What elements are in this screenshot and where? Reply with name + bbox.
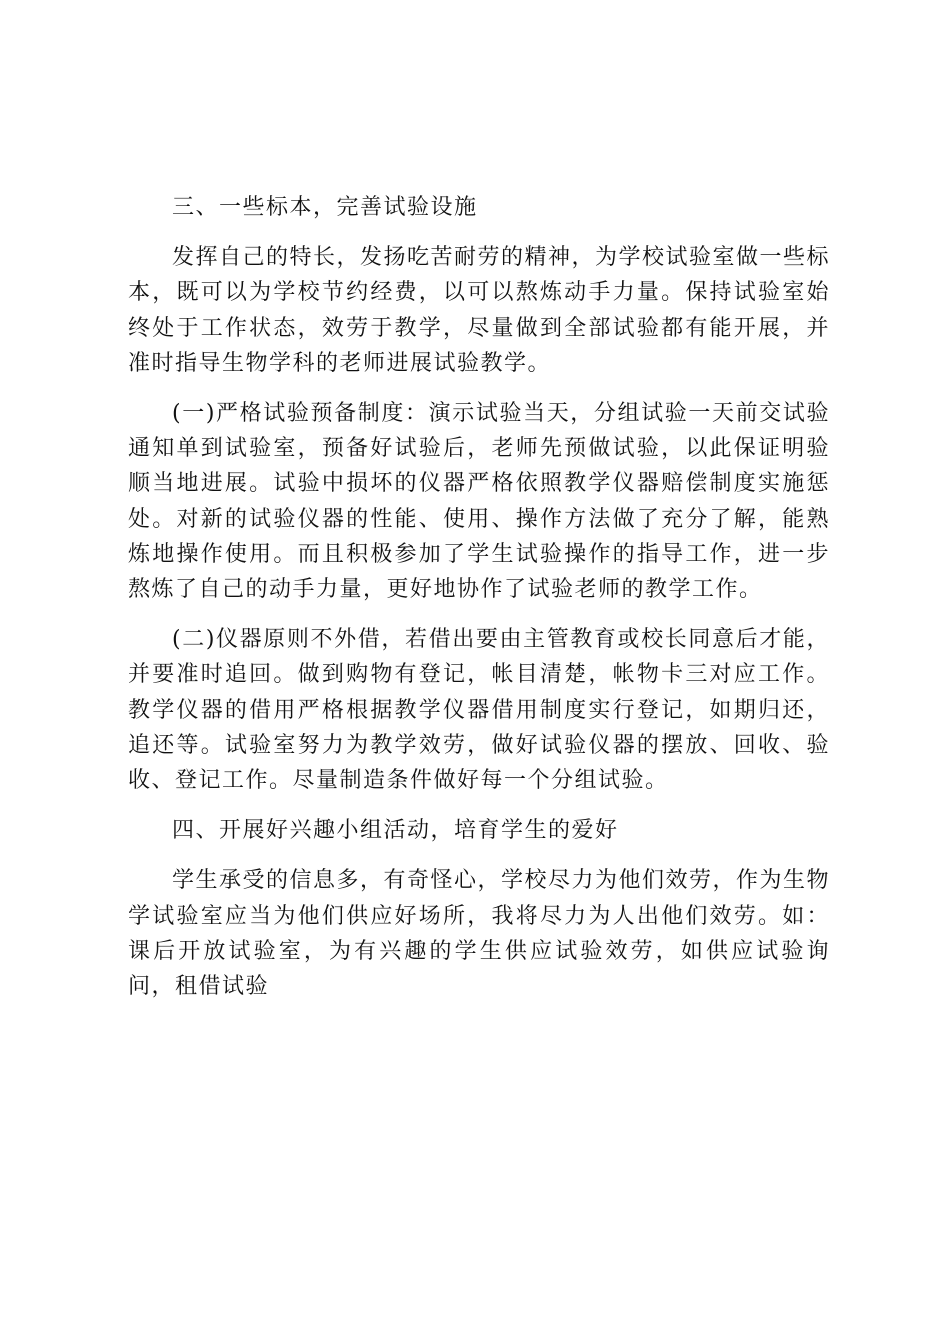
paragraph-preparation-system: (一)严格试验预备制度：演示试验当天，分组试验一天前交试验通知单到试验室，预备好试验后，老师先预做试验，以此保证明验顺当地进展。试验中损坏的仪器严格依照教学仪器赔偿制度实施惩处。对新的试验仪器的性能、使用、操作方法做了充分了解，能熟炼地操作使用。而且积极参加了学生试验操作的指导工作，进一步熬炼了自己的动手力量，更好地协作了试验老师的教学工作。	[128, 401, 830, 603]
section-heading-3: 三、一些标本，完善试验设施	[172, 195, 478, 220]
paragraph-interest-groups: 学生承受的信息多，有奇怪心，学校尽力为他们效劳，作为生物学试验室应当为他们供应好场所，我将尽力为人出他们效劳。如：课后开放试验室，为有兴趣的学生供应试验效劳，如供应试验询问，租借试验	[128, 868, 831, 1000]
paragraph-lending-policy: (二)仪器原则不外借，若借出要由主管教育或校长同意后才能，并要准时追回。做到购物有登记，帐目清楚，帐物卡三对应工作。教学仪器的借用严格根据教学仪器借用制度实行登记，如期归还，追还等。试验室努力为教学效劳，做好试验仪器的摆放、回收、验收、登记工作。尽量制造条件做好每一个分组试验。	[128, 627, 830, 794]
section-heading-4: 四、开展好兴趣小组活动，培育学生的爱好	[172, 818, 619, 844]
document-page	[128, 190, 830, 1019]
paragraph-specimens: 发挥自己的特长，发扬吃苦耐劳的精神，为学校试验室做一些标本，既可以为学校节约经费，以可以熬炼动手力量。保持试验室始终处于工作状态，效劳于教学，尽量做到全部试验都有能开展，并准时指导生物学科的老师进展试验教学。	[128, 245, 831, 376]
